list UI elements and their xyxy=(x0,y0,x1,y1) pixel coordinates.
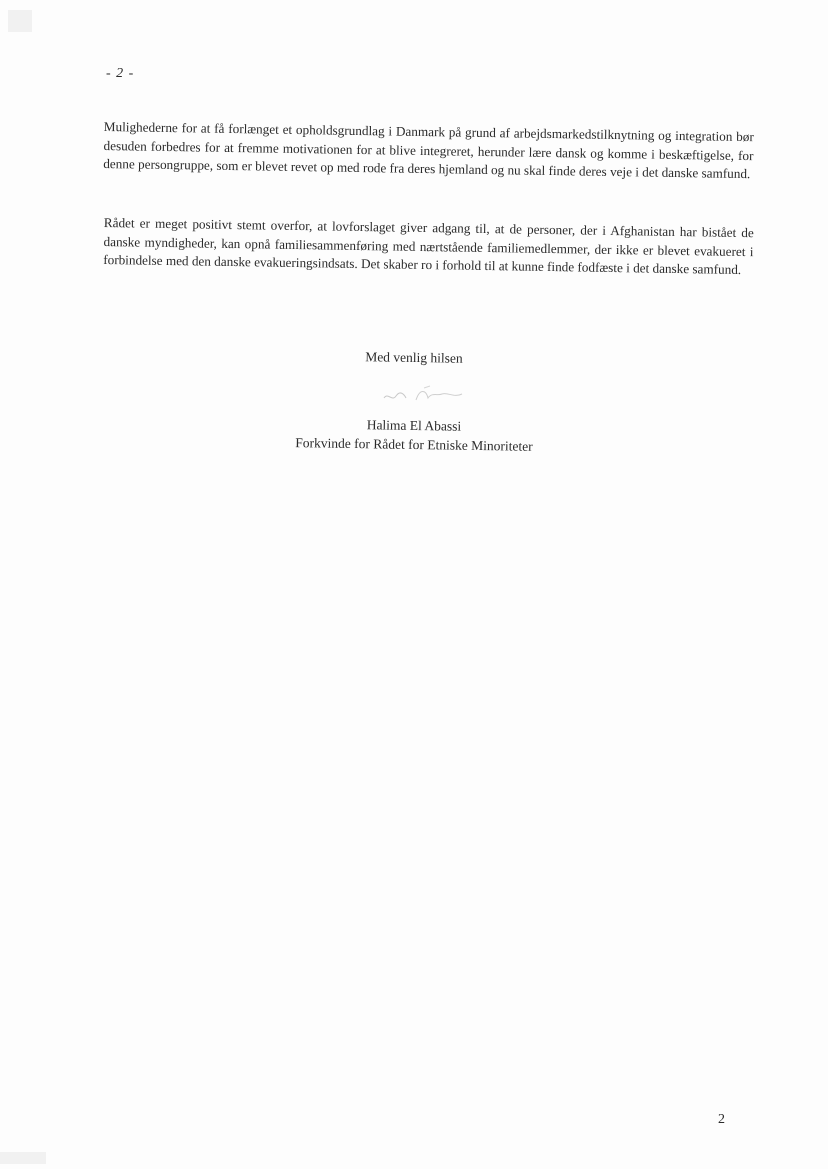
signer-title: Forkvinde for Rådet for Etniske Minoriteter xyxy=(295,435,533,454)
scan-mark-bottom-left xyxy=(0,1152,46,1164)
body-paragraph-2: Rådet er meget positivt stemt overfor, at lovforslaget giver adgang til, at de personer, der i Afghanistan har bistået de danske myndigheder, kan opnå familiesammenføring med nærtstående familiemedlemmer, der ikke er blevet evakueret i forbindelse med den danske evakueringsindsats. Det skaber ro i forhold til at kunne finde fodfæste i det danske samfund. xyxy=(103,214,754,278)
signer-name: Halima El Abassi xyxy=(366,417,462,434)
footer-page-number: 2 xyxy=(718,1112,725,1127)
handwritten-signature xyxy=(376,380,476,410)
body-paragraph-1: Mulighederne for at få forlænget et opholdsgrundlag i Danmark på grund af arbejdsmarkedstilknytning og integration bør desuden forbedres for at fremme motivationen for at blive integreret, herunder lære dansk og komme i beskæftigelse, for denne persongruppe, som er blevet revet op med rode fra deres hjemland og nu skal finde deres veje i det danske samfund. xyxy=(103,118,754,182)
header-page-marker: - 2 - xyxy=(106,66,135,81)
scan-mark-top-left xyxy=(8,10,32,32)
closing-greeting: Med venlig hilsen xyxy=(365,349,463,366)
